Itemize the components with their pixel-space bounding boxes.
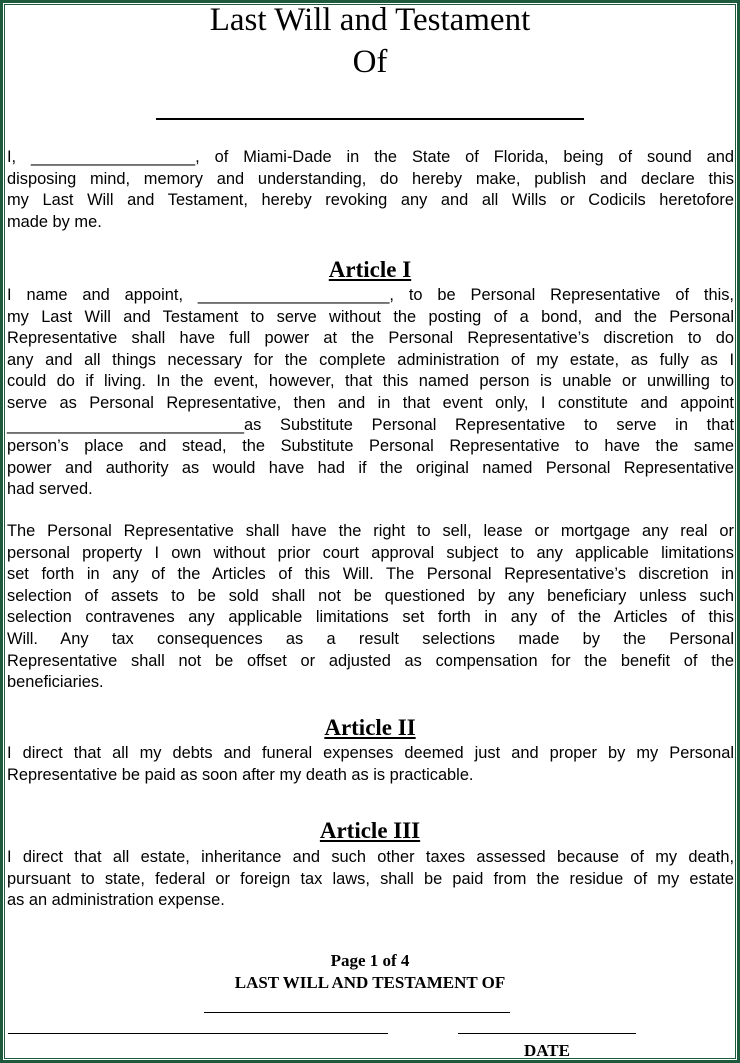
signature-line [8,1033,388,1034]
text-line: Representative shall have full power at the Personal Representative’s discretion to do [7,329,734,348]
date-line [458,1033,636,1034]
testator-name-blank [156,118,584,120]
text-line: Will. Any tax consequences as a result selections made by the Personal [7,629,734,648]
text-line: power and authority as would have had if the original named Personal Representative [7,458,734,477]
text-line: could do if living. In the event, however, that this named person is unable or unwilling to [7,372,734,391]
text-line: personal property I own without prior court approval subject to any applicable limitations [7,543,734,562]
text-line: pursuant to state, federal or foreign tax laws, shall be paid from the residue of my estate [7,869,734,888]
text-line: as an administration expense. [7,891,225,910]
article-1-paragraph-2 [7,521,734,694]
text-line: I direct that all estate, inheritance and such other taxes assessed because of my death, [7,848,734,866]
text-line: Representative shall not be offset or adjusted as compensation for the benefit of the [7,651,734,670]
document-title: Last Will and Testament [209,2,531,38]
text-line: my Last Will and Testament, hereby revoking any and all Wills or Codicils heretofore [7,191,734,210]
text-line: Representative be paid as soon after my death as is practicable. [7,765,474,784]
text-line: serve as Personal Representative, then and in that event only, I constitute and appoint [7,393,734,412]
text-line: set forth in any of the Articles of this Will. The Personal Representative’s discretion in [7,565,734,584]
document-title-of: Of [352,44,388,80]
page-number: Page 1 of 4 [330,951,410,970]
text-line: had served. [7,480,93,499]
text-line: disposing mind, memory and understanding, do hereby make, publish and declare this [7,169,734,188]
text-line: my Last Will and Testament to serve without the posting of a bond, and the Personal [7,307,734,326]
article-1-heading: Article I [328,257,412,282]
date-label: DATE [524,1041,570,1060]
article-2-paragraph [7,743,734,786]
text-line: The Personal Representative shall have the right to sell, lease or mortgage any real or [7,522,734,540]
text-line: made by me. [7,212,102,231]
footer-name-blank [204,1012,510,1013]
article-3-heading: Article III [319,818,421,843]
intro-paragraph [7,147,734,233]
text-line: any and all things necessary for the complete administration of my estate, as fully as I [7,350,734,369]
text-line: selection of assets to be sold shall not be questioned by any beneficiary unless such [7,586,734,605]
text-line: beneficiaries. [7,673,104,692]
article-2-heading: Article II [324,715,416,740]
text-line: I name and appoint, _____________________, to be Personal Representative of this, [7,286,734,304]
article-3-paragraph [7,847,734,912]
text-line: __________________________as Substitute Personal Representative to serve in that [7,415,734,434]
article-1-paragraph-1 [7,285,734,501]
text-line: selection contravenes any applicable limitations set forth in any of the Articles of this [7,608,734,627]
footer-label: LAST WILL AND TESTAMENT OF [234,973,506,992]
text-line: I, __________________, of Miami-Dade in the State of Florida, being of sound and [7,148,734,166]
text-line: person’s place and stead, the Substitute Personal Representative to have the same [7,437,734,456]
text-line: I direct that all my debts and funeral expenses deemed just and proper by my Personal [7,744,734,762]
